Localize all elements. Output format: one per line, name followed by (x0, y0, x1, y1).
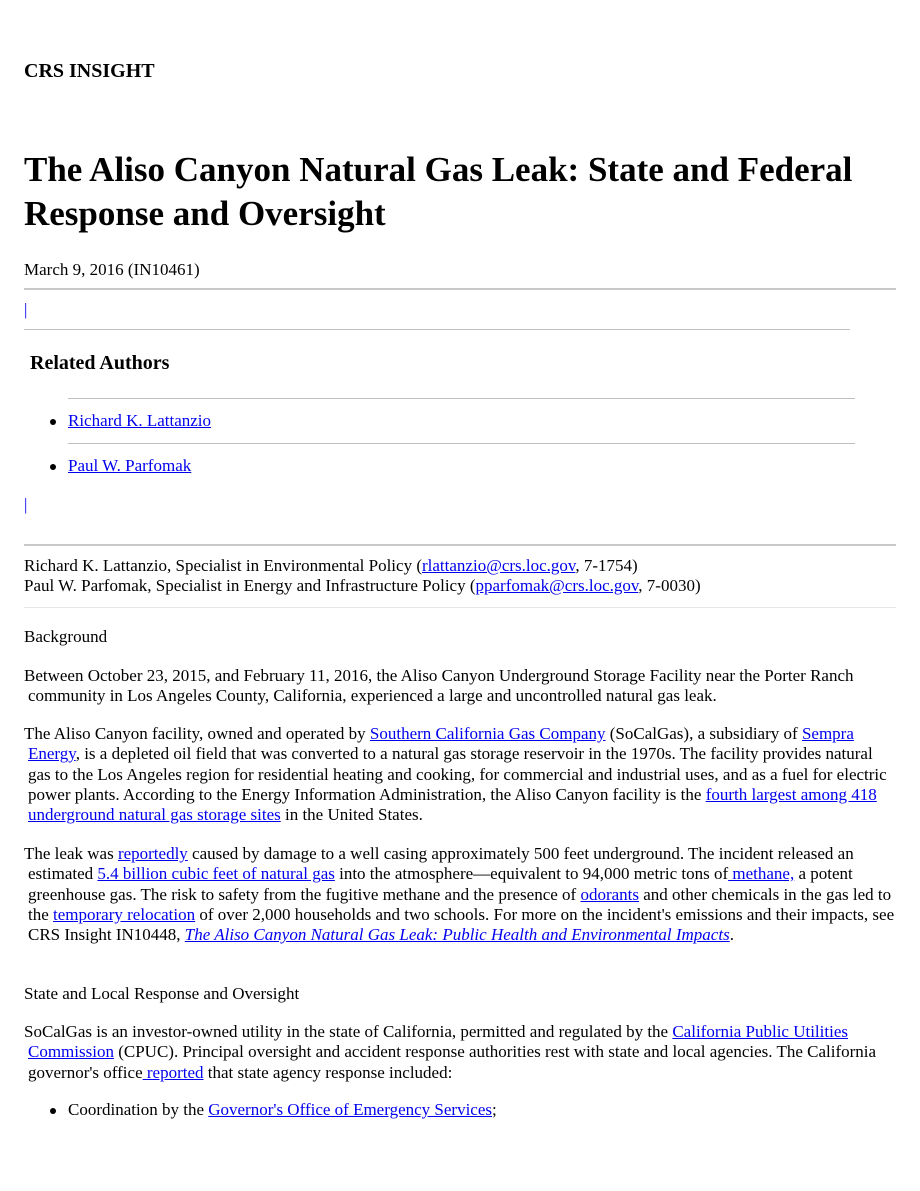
link-crs-insight-in10448[interactable]: The Aliso Canyon Natural Gas Leak: Public Health and Environmental Impacts (184, 925, 730, 945)
link-socalgas[interactable]: Southern California Gas Company (369, 724, 606, 743)
divider (24, 329, 850, 330)
email-link[interactable]: pparfomak@crs.loc.gov (475, 576, 639, 595)
section-heading-background: Background (24, 627, 108, 646)
link-odorants[interactable]: odorants (580, 884, 640, 904)
author-contacts (24, 556, 701, 596)
page-title: The Aliso Canyon Natural Gas Leak: State and Federal Response and Oversight (24, 150, 853, 233)
paragraph: Between October 23, 2015, and February 11, 2016, the Aliso Canyon Underground Storage Facility near the Porter Ranch community in Los Angeles County, California, experienced a large and uncontrolled natural gas leak. (24, 666, 854, 706)
divider (68, 398, 855, 399)
paragraph: The leak was reportedly caused by damage to a well casing approximately 500 feet underground. The incident released an estimated 5.4 billion cubic feet of natural gas into the atmosphere—equivalent to 94,000 metric tons of methane, a potent greenhouse gas. The risk to safety from the fugitive methane and the presence of odorants and other chemicals in the gas led to the temporary relocation of over 2,000 households and two schools. For more on the incident's emissions and their impacts, see CRS Insight IN10448, The Aliso Canyon Natural Gas Leak: Public Health and Environmental Impacts. (24, 844, 895, 945)
link-reportedly[interactable]: reportedly (117, 844, 188, 863)
contact-line: Richard K. Lattanzio, Specialist in Environmental Policy (rlattanzio@crs.loc.gov, 7-1754) (24, 556, 638, 575)
bullet-icon (50, 1108, 56, 1114)
link-temporary-relocation[interactable]: temporary relocation (53, 904, 196, 924)
link-methane[interactable]: methane, (728, 864, 795, 884)
link-sempra-energy[interactable]: Sempra Energy (28, 724, 854, 764)
publication-date: March 9, 2016 (IN10461) (24, 260, 200, 279)
paragraph: The Aliso Canyon facility, owned and operated by Southern California Gas Company (SoCalGas), a subsidiary of Sempra Energy, is a depleted oil field that was converted to a natural gas storage reservoir in the 1970s. The facility provides natural gas to the Los Angeles region for residential heating and cooking, for commercial and industrial uses, and as a fuel for electric power plants. According to the Energy Information Administration, the Aliso Canyon facility is the fourth largest among 418 underground natural gas storage sites in the United States. (24, 724, 887, 825)
related-authors-heading: Related Authors (30, 352, 170, 374)
section-heading-state-local: State and Local Response and Oversight (24, 984, 300, 1003)
email-link[interactable]: rlattanzio@crs.loc.gov (422, 556, 576, 575)
link-natural-gas-volume[interactable]: 5.4 billion cubic feet of natural gas (97, 864, 335, 884)
paragraph: SoCalGas is an investor-owned utility in the state of California, permitted and regulated by the California Public Utilities Commission (CPUC). Principal oversight and accident response authorities rest with state and local agencies. The California governor's office reported that state agency response included: (24, 1022, 877, 1082)
divider (24, 288, 896, 290)
report-type-label: CRS INSIGHT (24, 60, 155, 82)
link-oes[interactable]: Governor's Office of Emergency Services (208, 1100, 493, 1119)
author-link-parfomak[interactable]: Paul W. Parfomak (68, 456, 192, 475)
link-cpuc[interactable]: California Public Utilities Commission (28, 1022, 848, 1062)
list-item: Coordination by the Governor's Office of Emergency Services; (68, 1100, 497, 1119)
related-authors-toggle-link[interactable]: | (24, 300, 28, 319)
link-reported[interactable]: reported (142, 1062, 204, 1082)
divider (24, 607, 896, 608)
contact-line: Paul W. Parfomak, Specialist in Energy and Infrastructure Policy (pparfomak@crs.loc.gov, 7-0030) (24, 576, 701, 595)
related-authors-end-link[interactable]: | (24, 495, 28, 514)
author-link-lattanzio[interactable]: Richard K. Lattanzio (68, 411, 212, 430)
link-storage-sites[interactable]: fourth largest among 418 underground natural gas storage sites (28, 784, 877, 825)
bullet-icon (50, 419, 56, 425)
bullet-icon (50, 464, 56, 470)
divider (68, 443, 855, 444)
divider (24, 544, 896, 546)
